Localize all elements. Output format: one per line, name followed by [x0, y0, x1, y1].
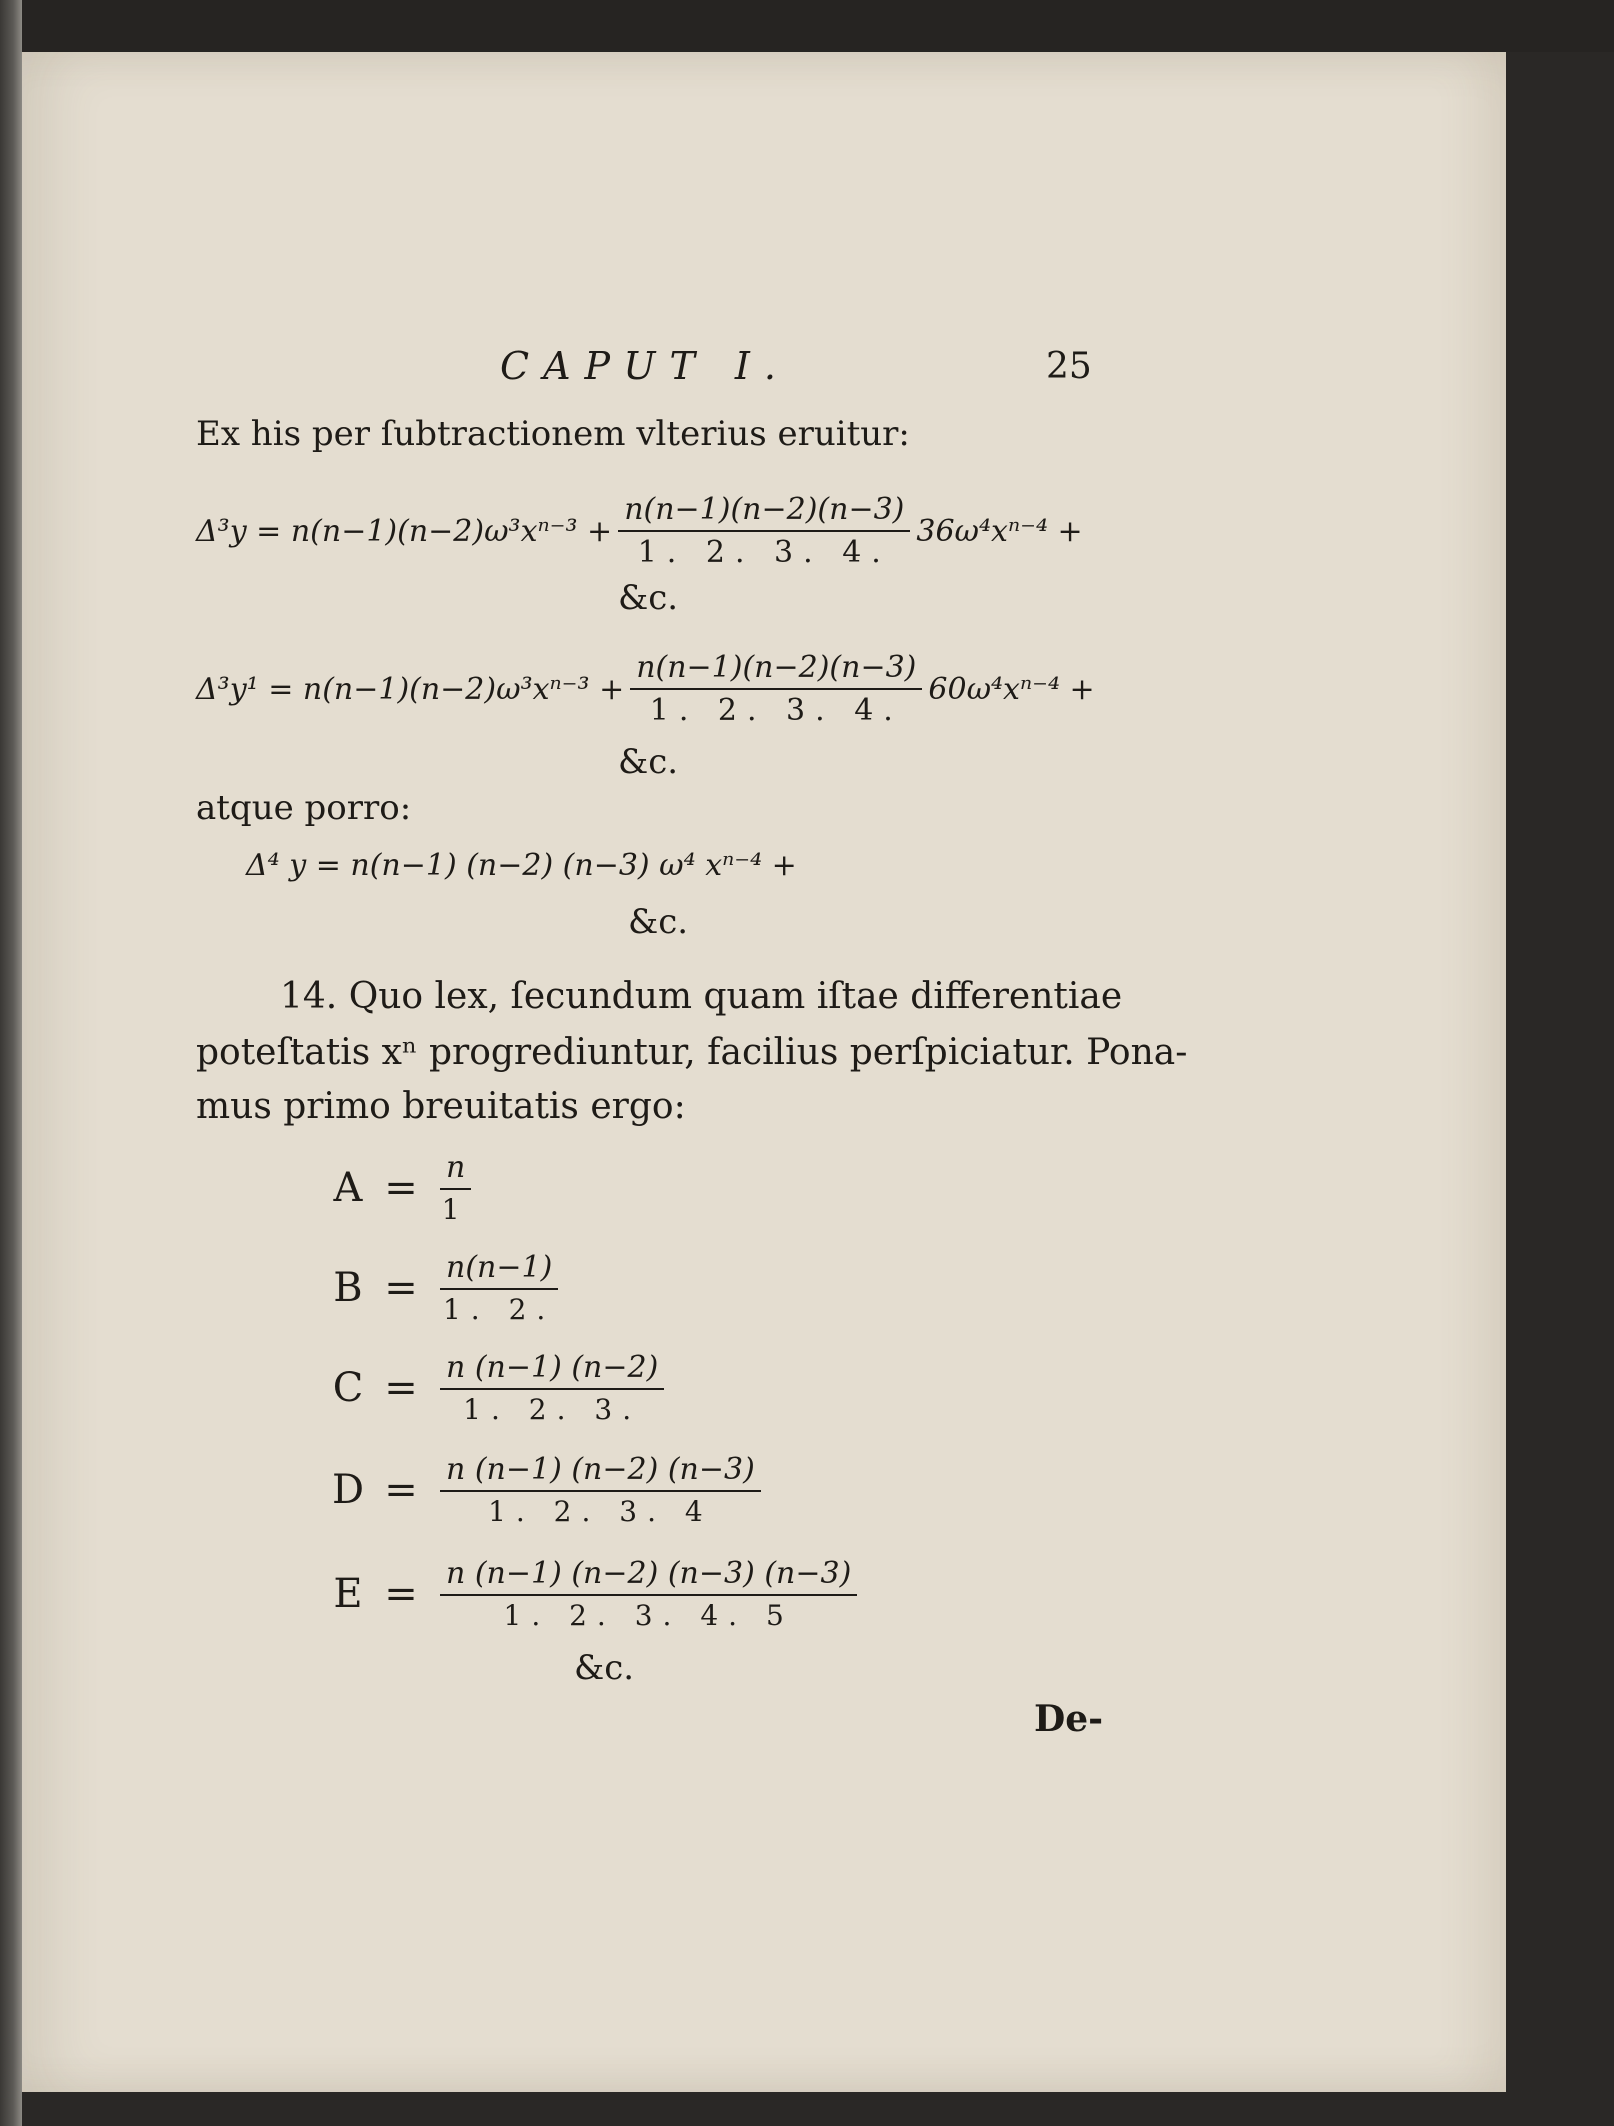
equals-sign: = — [384, 1265, 418, 1311]
equals-sign: = — [384, 1467, 418, 1513]
equation-fraction — [630, 650, 922, 728]
fraction-denominator: 1. 2. 3. 4. — [649, 693, 903, 728]
definition-label: A — [333, 1165, 363, 1211]
definition-fraction — [440, 1452, 761, 1528]
definition-label: D — [331, 1467, 365, 1513]
equation-rest: 36ω⁴xⁿ⁻⁴ + — [916, 513, 1083, 549]
fraction-denominator: 1. 2. 3. 4. — [637, 535, 891, 570]
equation-fraction — [618, 492, 910, 570]
fraction-denominator: 1. 2. 3. 4 — [488, 1495, 713, 1528]
definition-fraction — [440, 1250, 558, 1326]
etc-final: &c. — [574, 1648, 635, 1688]
fraction-numerator: n (n−1) (n−2) (n−3) — [440, 1452, 761, 1492]
fraction-denominator: 1. 2. 3. — [463, 1393, 642, 1426]
equation-lhs: Δ³y = n(n−1)(n−2)ω³xⁿ⁻³ + — [196, 513, 613, 549]
equation-delta3-y1 — [196, 650, 1095, 728]
equals-sign: = — [384, 1365, 418, 1411]
definition-label: B — [333, 1265, 363, 1311]
paragraph-line-2: poteſtatis xⁿ progrediuntur, facilius perſpiciatur. Pona- — [196, 1032, 1188, 1073]
equals-sign: = — [384, 1571, 418, 1617]
definition-E — [320, 1556, 863, 1632]
fraction-numerator: n(n−1)(n−2)(n−3) — [618, 492, 910, 532]
equation-delta4-y — [246, 848, 797, 883]
atque-porro: atque porro: — [196, 788, 412, 828]
page-number: 25 — [1046, 346, 1092, 387]
etc-3: &c. — [628, 902, 689, 942]
definition-A — [320, 1150, 477, 1226]
fraction-numerator: n (n−1) (n−2) (n−3) (n−3) — [440, 1556, 857, 1596]
catchword: De- — [1034, 1698, 1104, 1740]
definition-label: E — [333, 1571, 363, 1617]
fraction-numerator: n(n−1)(n−2)(n−3) — [630, 650, 922, 690]
definition-fraction — [440, 1150, 471, 1226]
definition-fraction — [440, 1556, 857, 1632]
fraction-denominator: 1. 2. 3. 4. 5 — [503, 1599, 794, 1632]
etc-2: &c. — [618, 742, 679, 782]
etc-1: &c. — [618, 578, 679, 618]
intro-line: Ex his per ſubtractionem vlterius eruitur: — [196, 414, 910, 454]
paragraph-line-3: mus primo breuitatis ergo: — [196, 1086, 686, 1127]
fraction-numerator: n (n−1) (n−2) — [440, 1350, 664, 1390]
equation-rest: 60ω⁴xⁿ⁻⁴ + — [928, 671, 1095, 707]
running-title: CAPUT I. — [500, 344, 790, 388]
definition-B — [320, 1250, 564, 1326]
fraction-denominator: 1. 2. — [442, 1293, 556, 1326]
equation-delta3-y — [196, 492, 1083, 570]
fraction-numerator: n — [440, 1150, 471, 1190]
paragraph-line-1: 14. Quo lex, ſecundum quam iſtae differentiae — [280, 976, 1123, 1017]
fraction-denominator: 1 — [441, 1193, 470, 1226]
definition-fraction — [440, 1350, 664, 1426]
equals-sign: = — [384, 1165, 418, 1211]
equation-text: Δ⁴ y = n(n−1) (n−2) (n−3) ω⁴ xⁿ⁻⁴ + — [246, 848, 797, 883]
equation-lhs: Δ³y¹ = n(n−1)(n−2)ω³xⁿ⁻³ + — [196, 671, 625, 707]
definition-label: C — [332, 1365, 364, 1411]
definition-C — [320, 1350, 670, 1426]
definition-D — [320, 1452, 767, 1528]
fraction-numerator: n(n−1) — [440, 1250, 558, 1290]
